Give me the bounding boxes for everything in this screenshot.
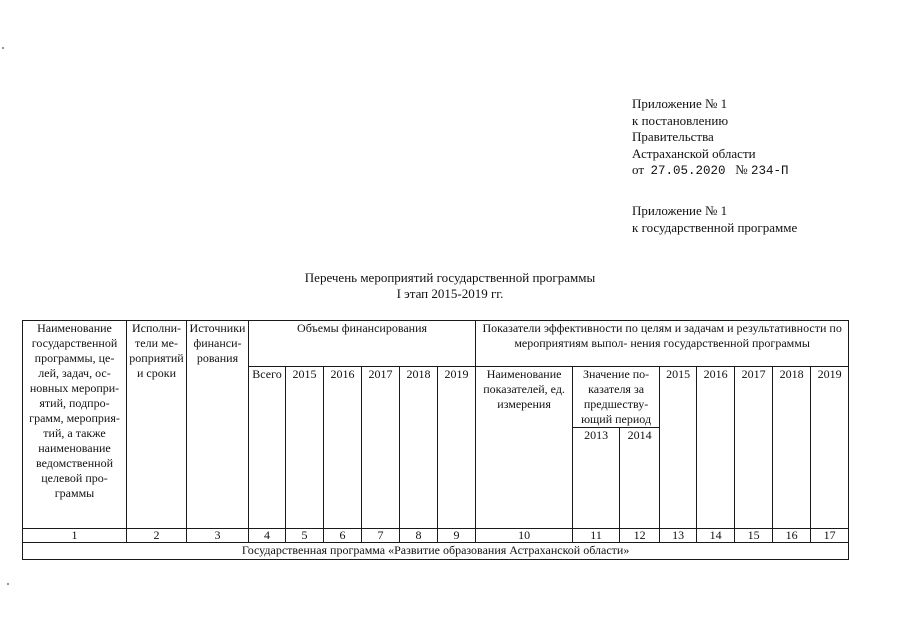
annex-to-resolution xyxy=(632,96,788,180)
header-ind-year: 2018 xyxy=(773,367,811,529)
resolution-date-line xyxy=(632,162,788,180)
title-line: Перечень мероприятий государственной программы xyxy=(304,270,596,285)
number-sign: № xyxy=(735,162,748,177)
column-number: 3 xyxy=(187,529,249,543)
column-number: 4 xyxy=(249,529,286,543)
header-executors: Исполни- тели ме- роприятий и сроки xyxy=(127,321,187,529)
column-number: 13 xyxy=(660,529,697,543)
document-title xyxy=(240,270,660,302)
annex-line: Приложение № 1 xyxy=(632,203,728,218)
header-program-name: Наименование государственной программы, це- лей, задач, ос- новных меропри- ятий, подпро- грамм, мероприя- тий, а также наименование ведомственной целевой про- граммы xyxy=(23,321,127,529)
program-row: Государственная программа «Развитие образования Астраханской области» xyxy=(23,543,849,560)
scan-speck xyxy=(2,47,4,49)
header-financing-volumes: Объемы финансирования xyxy=(249,321,476,367)
resolution-number: 234-П xyxy=(750,164,789,178)
column-number: 1 xyxy=(23,529,127,543)
column-number: 11 xyxy=(573,529,620,543)
column-number: 2 xyxy=(127,529,187,543)
annex-line: Правительства xyxy=(632,129,714,144)
header-fin-year: 2017 xyxy=(362,367,400,529)
column-number: 8 xyxy=(400,529,438,543)
header-previous-year: 2014 xyxy=(620,428,660,529)
header-indicators: Показатели эффективности по целям и задачам и результативности по мероприятиям выпол- нения государственной программы xyxy=(476,321,849,367)
column-number: 10 xyxy=(476,529,573,543)
header-previous-period-value: Значение по- казателя за предшеству- ющий период xyxy=(573,367,660,428)
date-prefix: от xyxy=(632,162,645,177)
annex-line: к постановлению xyxy=(632,112,729,128)
column-number: 14 xyxy=(697,529,735,543)
measures-table xyxy=(22,320,849,560)
header-ind-year: 2017 xyxy=(735,367,773,529)
header-fin-year: 2016 xyxy=(324,367,362,529)
annex-to-program xyxy=(632,203,797,236)
annex-line: Приложение № 1 xyxy=(632,96,728,111)
header-funding-sources: Источники финанси- рования xyxy=(187,321,249,529)
header-ind-year: 2015 xyxy=(660,367,697,529)
column-number: 15 xyxy=(735,529,773,543)
column-number: 12 xyxy=(620,529,660,543)
annex-line: Астраханской области xyxy=(632,145,756,161)
header-fin-year: 2018 xyxy=(400,367,438,529)
header-fin-year: 2019 xyxy=(438,367,476,529)
resolution-date: 27.05.2020 xyxy=(650,164,726,178)
header-indicator-name: Наименование показателей, ед. измерения xyxy=(476,367,573,529)
column-number: 17 xyxy=(811,529,849,543)
column-number: 6 xyxy=(324,529,362,543)
column-number: 5 xyxy=(286,529,324,543)
column-number: 9 xyxy=(438,529,476,543)
header-ind-year: 2016 xyxy=(697,367,735,529)
header-ind-year: 2019 xyxy=(811,367,849,529)
header-fin-year: 2015 xyxy=(286,367,324,529)
title-subline: I этап 2015-2019 гг. xyxy=(396,286,504,301)
header-previous-year: 2013 xyxy=(573,428,620,529)
header-total: Всего xyxy=(249,367,286,529)
scan-speck xyxy=(7,583,9,585)
annex-line: к государственной программе xyxy=(632,219,798,235)
column-number: 16 xyxy=(773,529,811,543)
column-number: 7 xyxy=(362,529,400,543)
